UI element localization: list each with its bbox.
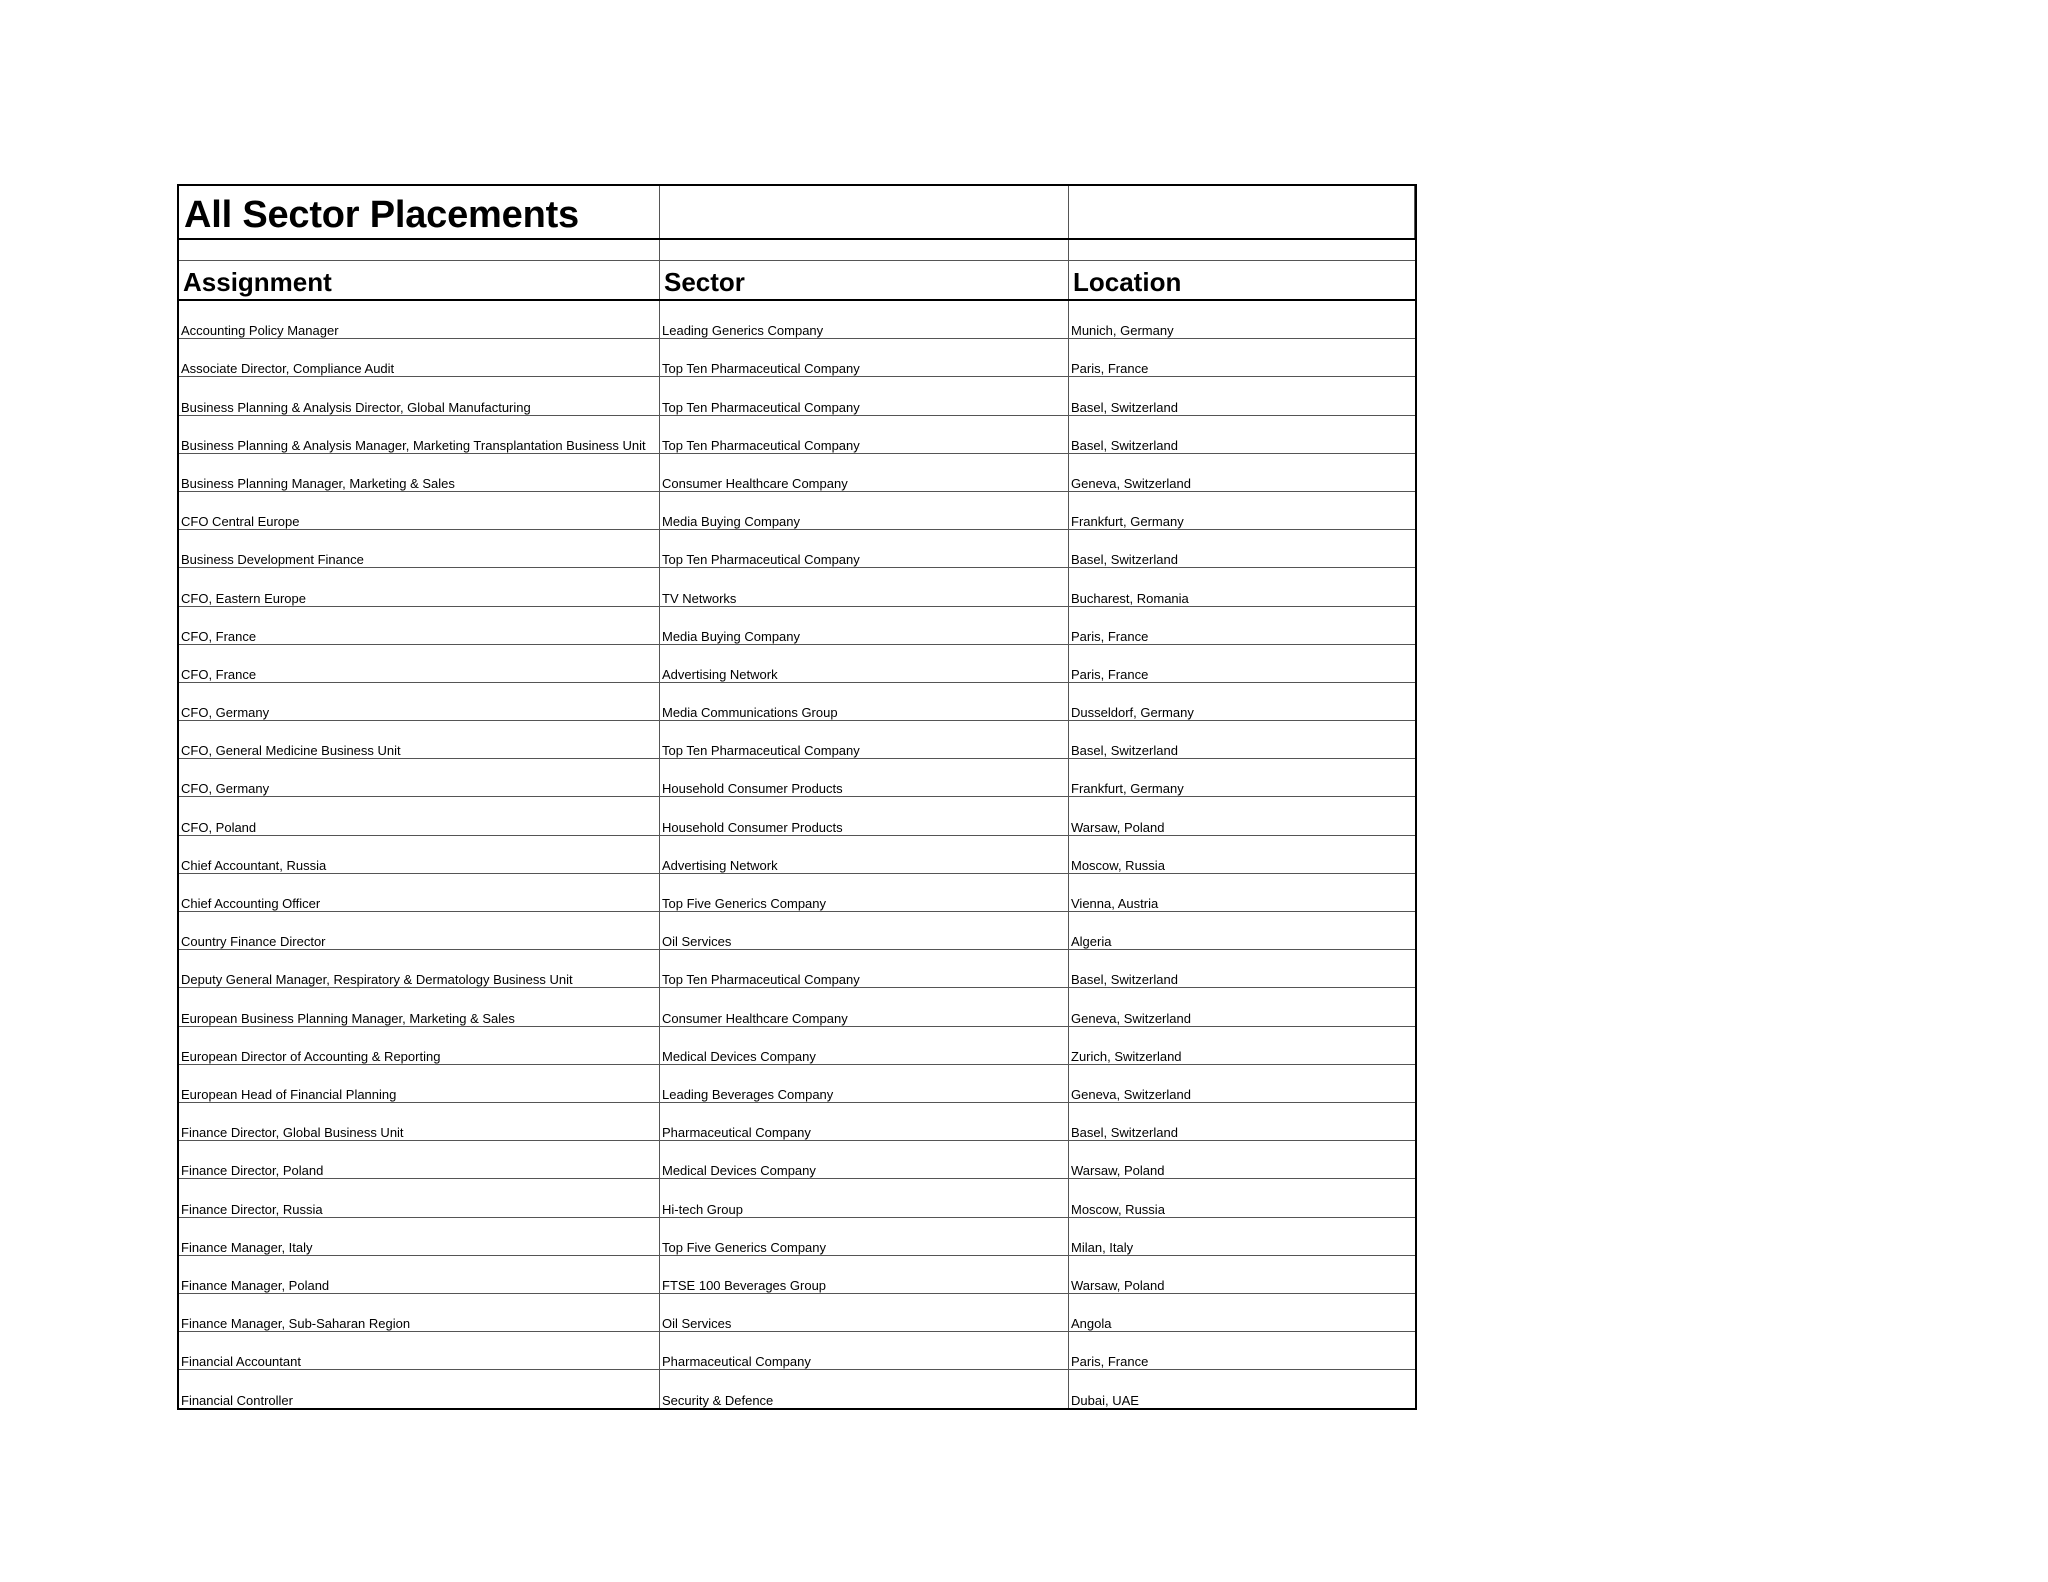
cell-assignment	[179, 1218, 660, 1255]
cell-sector	[660, 568, 1069, 605]
sector-text: Top Five Generics Company	[662, 1239, 827, 1255]
cell-location	[1069, 1294, 1415, 1331]
sector-text: Pharmaceutical Company	[662, 1125, 811, 1141]
cell-location	[1069, 530, 1415, 567]
table-row	[179, 1256, 1415, 1294]
header-cell-sector	[660, 261, 1069, 299]
sector-text: Oil Services	[662, 1316, 732, 1332]
assignment-text: Financial Accountant	[181, 1354, 301, 1370]
table-row	[179, 301, 1415, 339]
sector-text: Media Buying Company	[662, 628, 801, 644]
location-text: Munich, Germany	[1071, 323, 1174, 339]
table-row	[179, 874, 1415, 912]
assignment-text: Finance Manager, Italy	[181, 1239, 313, 1255]
cell-sector	[660, 721, 1069, 758]
cell-location	[1069, 339, 1415, 376]
sector-text: FTSE 100 Beverages Group	[662, 1277, 827, 1293]
sector-text: Household Consumer Products	[662, 819, 843, 835]
sector-text: Household Consumer Products	[662, 781, 843, 797]
cell-sector	[660, 1218, 1069, 1255]
table-row	[179, 1218, 1415, 1256]
cell-assignment	[179, 1179, 660, 1216]
cell-assignment	[179, 1141, 660, 1178]
column-header-sector: Sector	[664, 267, 745, 297]
cell-location	[1069, 416, 1415, 453]
empty-cell	[660, 240, 1069, 260]
assignment-text: Deputy General Manager, Respiratory & Dermatology Business Unit	[181, 972, 573, 988]
assignment-text: Finance Manager, Poland	[181, 1277, 330, 1293]
cell-sector	[660, 950, 1069, 987]
sector-text: Top Five Generics Company	[662, 896, 827, 911]
cell-sector	[660, 416, 1069, 453]
cell-location	[1069, 721, 1415, 758]
cell-sector	[660, 530, 1069, 567]
location-text: Basel, Switzerland	[1071, 743, 1178, 759]
cell-assignment	[179, 530, 660, 567]
location-text: Paris, France	[1071, 361, 1149, 377]
location-text: Frankfurt, Germany	[1071, 514, 1184, 530]
sector-text: Top Ten Pharmaceutical Company	[662, 437, 860, 453]
cell-sector	[660, 797, 1069, 834]
sector-text: Hi-tech Group	[662, 1201, 743, 1217]
empty-cell	[179, 240, 660, 260]
assignment-text: CFO, Germany	[181, 781, 270, 797]
assignment-text: Finance Director, Russia	[181, 1201, 323, 1217]
cell-location	[1069, 1332, 1415, 1369]
assignment-text: CFO, Germany	[181, 705, 270, 721]
cell-location	[1069, 645, 1415, 682]
table-row	[179, 1141, 1415, 1179]
location-text: Warsaw, Poland	[1071, 819, 1165, 835]
table-row	[179, 988, 1415, 1026]
sector-text: Pharmaceutical Company	[662, 1354, 811, 1370]
cell-location	[1069, 492, 1415, 529]
assignment-text: Chief Accountant, Russia	[181, 857, 327, 873]
cell-sector	[660, 1065, 1069, 1102]
cell-assignment	[179, 1256, 660, 1293]
cell-assignment	[179, 836, 660, 873]
location-text: Geneva, Switzerland	[1071, 475, 1191, 491]
cell-sector	[660, 1370, 1069, 1408]
sector-text: Top Ten Pharmaceutical Company	[662, 743, 860, 759]
cell-sector	[660, 874, 1069, 911]
assignment-text: Business Planning & Analysis Manager, Marketing Transplantation Business Unit	[181, 437, 646, 453]
table-row	[179, 836, 1415, 874]
location-text: Angola	[1071, 1316, 1112, 1332]
location-text: Warsaw, Poland	[1071, 1163, 1165, 1179]
assignment-text: CFO Central Europe	[181, 514, 300, 530]
cell-assignment	[179, 874, 660, 911]
location-text: Moscow, Russia	[1071, 1201, 1165, 1217]
cell-sector	[660, 988, 1069, 1025]
cell-location	[1069, 797, 1415, 834]
location-text: Paris, France	[1071, 628, 1149, 644]
table-row	[179, 1065, 1415, 1103]
location-text: Basel, Switzerland	[1071, 1125, 1178, 1141]
sector-text: Top Ten Pharmaceutical Company	[662, 361, 860, 377]
sector-text: Media Buying Company	[662, 514, 801, 530]
cell-location	[1069, 1027, 1415, 1064]
location-text: Warsaw, Poland	[1071, 1277, 1165, 1293]
assignment-text: Business Planning Manager, Marketing & Sales	[181, 475, 455, 491]
cell-location	[1069, 377, 1415, 414]
cell-assignment	[179, 759, 660, 796]
table-row	[179, 492, 1415, 530]
table-body	[179, 301, 1415, 1408]
assignment-text: European Business Planning Manager, Marketing & Sales	[181, 1010, 515, 1026]
cell-assignment	[179, 454, 660, 491]
cell-assignment	[179, 645, 660, 682]
sector-text: Advertising Network	[662, 666, 778, 682]
cell-assignment	[179, 492, 660, 529]
assignment-text: CFO, Poland	[181, 819, 257, 835]
table-row	[179, 568, 1415, 606]
location-text: Frankfurt, Germany	[1071, 781, 1184, 797]
assignment-text: Business Planning & Analysis Director, Global Manufacturing	[181, 399, 531, 415]
placements-table	[177, 184, 1417, 1410]
column-header-location: Location	[1073, 267, 1182, 297]
sector-text: Leading Beverages Company	[662, 1086, 834, 1102]
assignment-text: CFO, France	[181, 628, 257, 644]
assignment-text: CFO, Eastern Europe	[181, 590, 306, 606]
location-text: Zurich, Switzerland	[1071, 1048, 1182, 1064]
table-row	[179, 1103, 1415, 1141]
table-row	[179, 1370, 1415, 1408]
sector-text: Top Ten Pharmaceutical Company	[662, 552, 860, 568]
cell-assignment	[179, 568, 660, 605]
location-text: Geneva, Switzerland	[1071, 1086, 1191, 1102]
cell-location	[1069, 988, 1415, 1025]
assignment-text: Financial Controller	[181, 1393, 293, 1409]
sector-text: Security & Defence	[662, 1393, 774, 1409]
table-row	[179, 1332, 1415, 1370]
cell-assignment	[179, 988, 660, 1025]
location-text: Paris, France	[1071, 1354, 1149, 1370]
cell-location	[1069, 1179, 1415, 1216]
table-row	[179, 607, 1415, 645]
cell-assignment	[179, 1027, 660, 1064]
table-row	[179, 912, 1415, 950]
cell-assignment	[179, 1103, 660, 1140]
cell-assignment	[179, 912, 660, 949]
assignment-text: CFO, France	[181, 666, 257, 682]
cell-location	[1069, 1218, 1415, 1255]
cell-location	[1069, 301, 1415, 338]
cell-sector	[660, 912, 1069, 949]
table-row	[179, 416, 1415, 454]
assignment-text: European Director of Accounting & Reporting	[181, 1048, 441, 1064]
column-header-assignment: Assignment	[183, 267, 332, 297]
table-row	[179, 1294, 1415, 1332]
title-cell	[179, 186, 660, 238]
assignment-text: Associate Director, Compliance Audit	[181, 361, 395, 377]
sector-text: Top Ten Pharmaceutical Company	[662, 399, 860, 415]
location-text: Bucharest, Romania	[1071, 590, 1189, 606]
table-row	[179, 759, 1415, 797]
assignment-text: Finance Director, Global Business Unit	[181, 1125, 404, 1141]
cell-assignment	[179, 1332, 660, 1369]
table-row	[179, 339, 1415, 377]
cell-location	[1069, 1370, 1415, 1408]
empty-cell	[660, 186, 1069, 238]
assignment-text: Accounting Policy Manager	[181, 323, 339, 339]
table-row	[179, 377, 1415, 415]
location-text: Basel, Switzerland	[1071, 552, 1178, 568]
table-row	[179, 721, 1415, 759]
cell-location	[1069, 607, 1415, 644]
location-text: Moscow, Russia	[1071, 857, 1165, 873]
cell-location	[1069, 1256, 1415, 1293]
sector-text: Medical Devices Company	[662, 1163, 816, 1179]
sector-text: Advertising Network	[662, 857, 778, 873]
cell-sector	[660, 1141, 1069, 1178]
cell-sector	[660, 454, 1069, 491]
cell-assignment	[179, 607, 660, 644]
cell-sector	[660, 1179, 1069, 1216]
location-text: Geneva, Switzerland	[1071, 1010, 1191, 1026]
assignment-text: Business Development Finance	[181, 552, 364, 568]
cell-sector	[660, 1294, 1069, 1331]
location-text: Paris, France	[1071, 666, 1149, 682]
cell-assignment	[179, 377, 660, 414]
header-row	[179, 261, 1415, 301]
cell-sector	[660, 1332, 1069, 1369]
cell-sector	[660, 836, 1069, 873]
location-text: Basel, Switzerland	[1071, 972, 1178, 988]
cell-location	[1069, 454, 1415, 491]
sector-text: Leading Generics Company	[662, 323, 824, 339]
cell-assignment	[179, 1370, 660, 1408]
assignment-text: Country Finance Director	[181, 934, 326, 950]
title-row	[179, 186, 1415, 240]
cell-sector	[660, 759, 1069, 796]
sector-text: Oil Services	[662, 934, 732, 950]
sector-text: Medical Devices Company	[662, 1048, 816, 1064]
location-text: Dubai, UAE	[1071, 1393, 1139, 1409]
assignment-text: Finance Manager, Sub-Saharan Region	[181, 1316, 411, 1332]
cell-assignment	[179, 950, 660, 987]
cell-assignment	[179, 301, 660, 338]
table-row	[179, 797, 1415, 835]
sector-text: TV Networks	[662, 590, 737, 606]
cell-sector	[660, 1027, 1069, 1064]
header-cell-assignment	[179, 261, 660, 299]
page-title: All Sector Placements	[184, 194, 579, 236]
table-row	[179, 683, 1415, 721]
assignment-text: CFO, General Medicine Business Unit	[181, 743, 401, 759]
cell-location	[1069, 568, 1415, 605]
cell-location	[1069, 1141, 1415, 1178]
cell-location	[1069, 836, 1415, 873]
cell-location	[1069, 950, 1415, 987]
cell-location	[1069, 1065, 1415, 1102]
cell-location	[1069, 683, 1415, 720]
table-row	[179, 1179, 1415, 1217]
cell-assignment	[179, 797, 660, 834]
table-row	[179, 645, 1415, 683]
assignment-text: Chief Accounting Officer	[181, 896, 321, 911]
cell-sector	[660, 339, 1069, 376]
location-text: Milan, Italy	[1071, 1239, 1134, 1255]
cell-sector	[660, 607, 1069, 644]
table-row	[179, 530, 1415, 568]
cell-assignment	[179, 1294, 660, 1331]
cell-sector	[660, 1103, 1069, 1140]
location-text: Vienna, Austria	[1071, 896, 1159, 911]
cell-location	[1069, 1103, 1415, 1140]
sector-text: Consumer Healthcare Company	[662, 1010, 848, 1026]
assignment-text: Finance Director, Poland	[181, 1163, 324, 1179]
empty-cell	[1069, 240, 1415, 260]
cell-assignment	[179, 683, 660, 720]
location-text: Basel, Switzerland	[1071, 399, 1178, 415]
cell-location	[1069, 912, 1415, 949]
empty-cell	[1069, 186, 1415, 238]
cell-sector	[660, 1256, 1069, 1293]
cell-sector	[660, 492, 1069, 529]
sector-text: Consumer Healthcare Company	[662, 475, 848, 491]
cell-assignment	[179, 721, 660, 758]
location-text: Basel, Switzerland	[1071, 437, 1178, 453]
cell-assignment	[179, 1065, 660, 1102]
table-row	[179, 1027, 1415, 1065]
sector-text: Top Ten Pharmaceutical Company	[662, 972, 860, 988]
cell-location	[1069, 759, 1415, 796]
location-text: Dusseldorf, Germany	[1071, 705, 1194, 721]
cell-sector	[660, 301, 1069, 338]
sector-text: Media Communications Group	[662, 705, 838, 721]
cell-sector	[660, 377, 1069, 414]
table-row	[179, 454, 1415, 492]
location-text: Algeria	[1071, 934, 1112, 950]
spacer-row	[179, 240, 1415, 261]
cell-sector	[660, 683, 1069, 720]
assignment-text: European Head of Financial Planning	[181, 1086, 397, 1102]
cell-location	[1069, 874, 1415, 911]
table-row	[179, 950, 1415, 988]
cell-assignment	[179, 339, 660, 376]
cell-sector	[660, 645, 1069, 682]
cell-assignment	[179, 416, 660, 453]
header-cell-location	[1069, 261, 1415, 299]
